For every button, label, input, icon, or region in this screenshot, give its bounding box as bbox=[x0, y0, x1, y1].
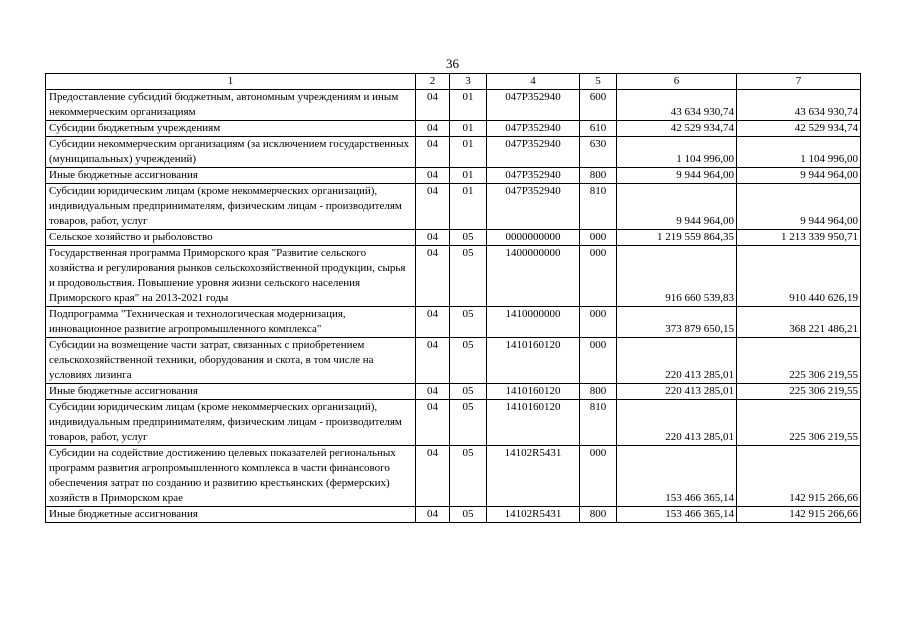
section-code-cell: 04 bbox=[416, 121, 450, 137]
expense-type-cell: 610 bbox=[580, 121, 617, 137]
target-article-cell: 14102R5431 bbox=[487, 507, 580, 523]
amount-col6-cell: 220 413 285,01 bbox=[617, 384, 737, 400]
section-code-cell: 04 bbox=[416, 384, 450, 400]
row-name-cell: Субсидии бюджетным учреждениям bbox=[46, 121, 416, 137]
row-name-cell: Государственная программа Приморского края "Развитие сельского хозяйства и регулирования рынков сельскохозяйственной продукции, сырья и продовольствия. Повышение уровня жизни сельского населения Приморского края" на 2013-2021 годы bbox=[46, 246, 416, 307]
header-cell: 1 bbox=[46, 74, 416, 90]
header-cell: 6 bbox=[617, 74, 737, 90]
subsection-code-cell: 05 bbox=[450, 446, 487, 507]
row-name-cell: Подпрограмма "Техническая и технологическая модернизация, инновационное развитие агропромышленного комплекса" bbox=[46, 307, 416, 338]
section-code-cell: 04 bbox=[416, 184, 450, 230]
subsection-code-cell: 01 bbox=[450, 184, 487, 230]
expense-type-cell: 000 bbox=[580, 230, 617, 246]
amount-col7-cell: 225 306 219,55 bbox=[737, 338, 861, 384]
expense-type-cell: 600 bbox=[580, 90, 617, 121]
subsection-code-cell: 01 bbox=[450, 137, 487, 168]
amount-col7-cell: 225 306 219,55 bbox=[737, 384, 861, 400]
table-row bbox=[46, 307, 861, 338]
subsection-code-cell: 05 bbox=[450, 507, 487, 523]
section-code-cell: 04 bbox=[416, 90, 450, 121]
amount-col6-cell: 153 466 365,14 bbox=[617, 446, 737, 507]
row-name-cell: Субсидии некоммерческим организациям (за исключением государственных (муниципальных) учреждений) bbox=[46, 137, 416, 168]
row-name-cell: Субсидии на содействие достижению целевых показателей региональных программ развития агропромышленного комплекса в части финансового обеспечения затрат по созданию и развитию крестьянских (фермерских) хозяйств в Приморском крае bbox=[46, 446, 416, 507]
amount-col6-cell: 43 634 930,74 bbox=[617, 90, 737, 121]
row-name-cell: Иные бюджетные ассигнования bbox=[46, 384, 416, 400]
row-name-cell: Субсидии на возмещение части затрат, связанных с приобретением сельскохозяйственной техники, оборудования и скота, в том числе на условиях лизинга bbox=[46, 338, 416, 384]
header-cell: 2 bbox=[416, 74, 450, 90]
section-code-cell: 04 bbox=[416, 137, 450, 168]
header-cell: 5 bbox=[580, 74, 617, 90]
target-article-cell: 1410160120 bbox=[487, 400, 580, 446]
row-name-cell: Предоставление субсидий бюджетным, автономным учреждениям и иным некоммерческим организациям bbox=[46, 90, 416, 121]
section-code-cell: 04 bbox=[416, 400, 450, 446]
subsection-code-cell: 05 bbox=[450, 338, 487, 384]
target-article-cell: 0000000000 bbox=[487, 230, 580, 246]
section-code-cell: 04 bbox=[416, 507, 450, 523]
section-code-cell: 04 bbox=[416, 246, 450, 307]
expense-type-cell: 000 bbox=[580, 446, 617, 507]
amount-col6-cell: 373 879 650,15 bbox=[617, 307, 737, 338]
expense-type-cell: 000 bbox=[580, 246, 617, 307]
row-name-cell: Иные бюджетные ассигнования bbox=[46, 507, 416, 523]
row-name-cell: Субсидии юридическим лицам (кроме некоммерческих организаций), индивидуальным предпринимателям, физическим лицам - производителям товаров, работ, услуг bbox=[46, 400, 416, 446]
table-row bbox=[46, 121, 861, 137]
expense-type-cell: 000 bbox=[580, 307, 617, 338]
subsection-code-cell: 05 bbox=[450, 384, 487, 400]
table-row bbox=[46, 446, 861, 507]
table-row bbox=[46, 338, 861, 384]
target-article-cell: 047Р352940 bbox=[487, 90, 580, 121]
table-row bbox=[46, 246, 861, 307]
amount-col6-cell: 1 104 996,00 bbox=[617, 137, 737, 168]
row-name-cell: Сельское хозяйство и рыболовство bbox=[46, 230, 416, 246]
amount-col7-cell: 142 915 266,66 bbox=[737, 507, 861, 523]
amount-col7-cell: 42 529 934,74 bbox=[737, 121, 861, 137]
table-row bbox=[46, 90, 861, 121]
subsection-code-cell: 05 bbox=[450, 400, 487, 446]
expense-type-cell: 800 bbox=[580, 507, 617, 523]
amount-col7-cell: 9 944 964,00 bbox=[737, 168, 861, 184]
expense-type-cell: 810 bbox=[580, 400, 617, 446]
amount-col7-cell: 43 634 930,74 bbox=[737, 90, 861, 121]
target-article-cell: 047Р352940 bbox=[487, 168, 580, 184]
target-article-cell: 1410160120 bbox=[487, 338, 580, 384]
expense-type-cell: 810 bbox=[580, 184, 617, 230]
table-row bbox=[46, 168, 861, 184]
section-code-cell: 04 bbox=[416, 168, 450, 184]
amount-col7-cell: 1 213 339 950,71 bbox=[737, 230, 861, 246]
expense-type-cell: 000 bbox=[580, 338, 617, 384]
section-code-cell: 04 bbox=[416, 307, 450, 338]
expense-type-cell: 800 bbox=[580, 384, 617, 400]
header-cell: 3 bbox=[450, 74, 487, 90]
header-cell: 4 bbox=[487, 74, 580, 90]
amount-col6-cell: 220 413 285,01 bbox=[617, 338, 737, 384]
amount-col6-cell: 916 660 539,83 bbox=[617, 246, 737, 307]
header-row bbox=[46, 74, 861, 90]
section-code-cell: 04 bbox=[416, 446, 450, 507]
target-article-cell: 1410160120 bbox=[487, 384, 580, 400]
target-article-cell: 047Р352940 bbox=[487, 121, 580, 137]
amount-col7-cell: 368 221 486,21 bbox=[737, 307, 861, 338]
subsection-code-cell: 05 bbox=[450, 307, 487, 338]
row-name-cell: Иные бюджетные ассигнования bbox=[46, 168, 416, 184]
table-row bbox=[46, 507, 861, 523]
target-article-cell: 047Р352940 bbox=[487, 184, 580, 230]
row-name-cell: Субсидии юридическим лицам (кроме некоммерческих организаций), индивидуальным предпринимателям, физическим лицам - производителям товаров, работ, услуг bbox=[46, 184, 416, 230]
target-article-cell: 1410000000 bbox=[487, 307, 580, 338]
amount-col7-cell: 9 944 964,00 bbox=[737, 184, 861, 230]
amount-col6-cell: 1 219 559 864,35 bbox=[617, 230, 737, 246]
subsection-code-cell: 01 bbox=[450, 168, 487, 184]
subsection-code-cell: 01 bbox=[450, 121, 487, 137]
section-code-cell: 04 bbox=[416, 230, 450, 246]
amount-col7-cell: 142 915 266,66 bbox=[737, 446, 861, 507]
budget-table bbox=[45, 73, 861, 523]
page-number: 36 bbox=[446, 56, 459, 71]
amount-col6-cell: 153 466 365,14 bbox=[617, 507, 737, 523]
amount-col6-cell: 42 529 934,74 bbox=[617, 121, 737, 137]
target-article-cell: 14102R5431 bbox=[487, 446, 580, 507]
amount-col7-cell: 910 440 626,19 bbox=[737, 246, 861, 307]
target-article-cell: 047Р352940 bbox=[487, 137, 580, 168]
expense-type-cell: 630 bbox=[580, 137, 617, 168]
table-row bbox=[46, 137, 861, 168]
amount-col6-cell: 9 944 964,00 bbox=[617, 184, 737, 230]
section-code-cell: 04 bbox=[416, 338, 450, 384]
table-row bbox=[46, 400, 861, 446]
table-row bbox=[46, 230, 861, 246]
target-article-cell: 1400000000 bbox=[487, 246, 580, 307]
expense-type-cell: 800 bbox=[580, 168, 617, 184]
amount-col7-cell: 225 306 219,55 bbox=[737, 400, 861, 446]
subsection-code-cell: 05 bbox=[450, 230, 487, 246]
amount-col7-cell: 1 104 996,00 bbox=[737, 137, 861, 168]
header-cell: 7 bbox=[737, 74, 861, 90]
amount-col6-cell: 9 944 964,00 bbox=[617, 168, 737, 184]
amount-col6-cell: 220 413 285,01 bbox=[617, 400, 737, 446]
subsection-code-cell: 01 bbox=[450, 90, 487, 121]
table-row bbox=[46, 384, 861, 400]
subsection-code-cell: 05 bbox=[450, 246, 487, 307]
table-row bbox=[46, 184, 861, 230]
